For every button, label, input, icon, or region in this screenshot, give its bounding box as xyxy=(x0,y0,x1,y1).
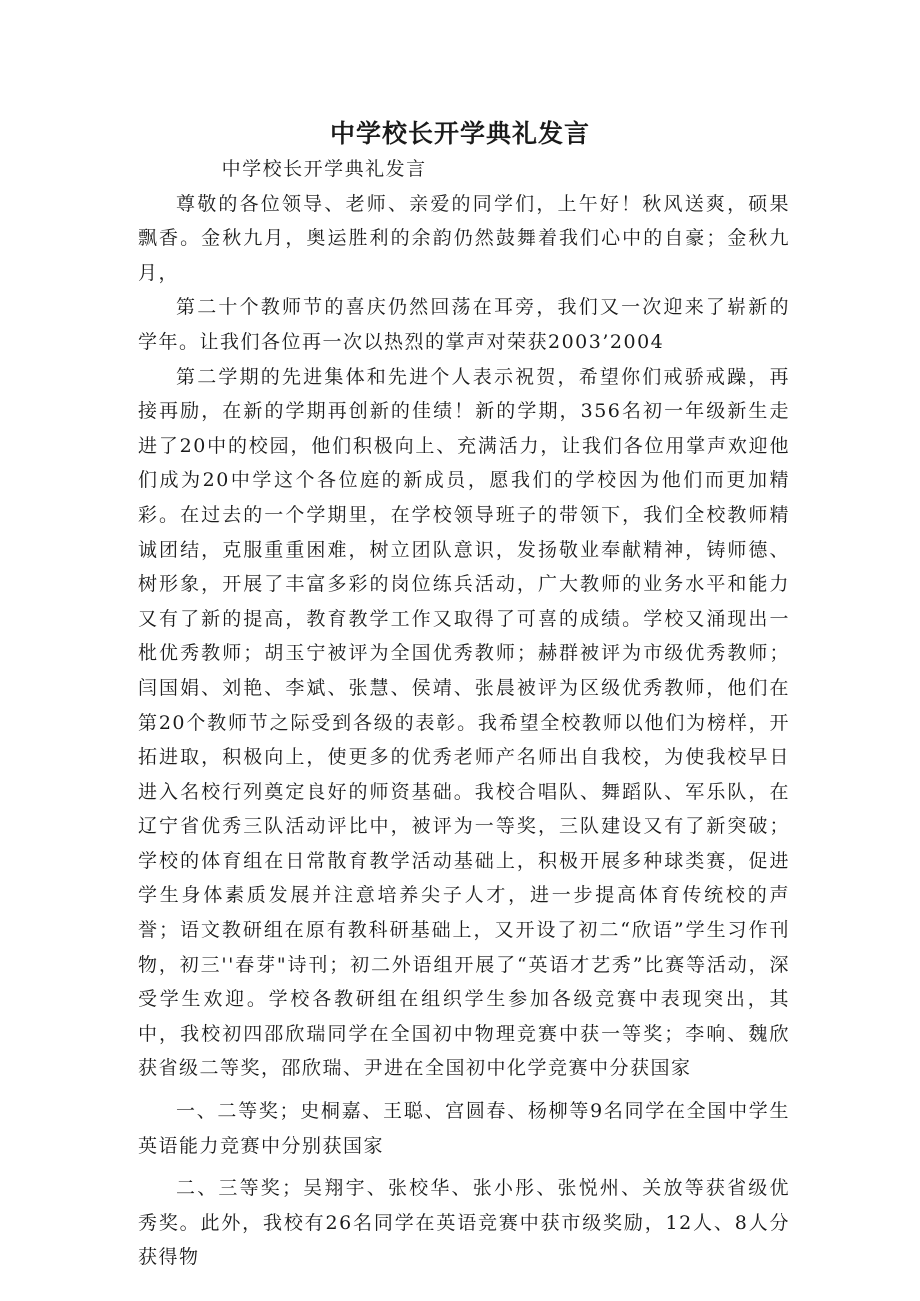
paragraph-awards-2: 二、三等奖；吴翔宇、张校华、张小彤、张悦州、关放等获省级优秀奖。此外，我校有26名同学在英语竞赛中获市级奖励，12人、8人分获得物 xyxy=(138,1177,790,1269)
paragraph-awards-1: 一、二等奖；史桐嘉、王聪、宫圆春、杨柳等9名同学在全国中学生英语能力竞赛中分别获国家 xyxy=(138,1100,790,1157)
paragraph-teachers-day: 第二十个教师节的喜庆仍然回荡在耳旁，我们又一次迎来了崭新的学年。让我们各位再一次以热烈的掌声对荣获2003’2004 xyxy=(138,296,790,353)
document-title: 中学校长开学典礼发言 xyxy=(329,119,590,148)
paragraph-greeting: 尊敬的各位领导、老师、亲爱的同学们，上午好！秋风送爽，硕果飘香。金秋九月，奥运胜利的余韵仍然鼓舞着我们心中的自豪；金秋九月， xyxy=(138,192,790,284)
document-subtitle: 中学校长开学典礼发言 xyxy=(221,158,427,180)
document-body xyxy=(138,152,790,1275)
paragraph-achievements: 第二学期的先进集体和先进个人表示祝贺，希望你们戒骄戒躁，再接再励，在新的学期再创新的佳绩！新的学期，356名初一年级新生走进了20中的校园，他们积极向上、充满活力，让我们各位用掌声欢迎他们成为20中学这个各位庭的新成员，愿我们的学校因为他们而更加精彩。在过去的一个学期里，在学校领导班子的带领下，我们全校教师精诚团结，克服重重困难，树立团队意识，发扬敬业奉献精神，铸师德、树形象，开展了丰富多彩的岗位练兵活动，广大教师的业务水平和能力又有了新的提高，教育教学工作又取得了可喜的成绩。学校又涌现出一枇优秀教师；胡玉宁被评为全国优秀教师；赫群被评为市级优秀教师；闫国娟、刘艳、李斌、张慧、侯靖、张晨被评为区级优秀教师，他们在第20个教师节之际受到各级的表彰。我希望全校教师以他们为榜样，开拓进取，积极向上，使更多的优秀老师产名师出自我校，为使我校早日进入名校行列奠定良好的师资基础。我校合唱队、舞蹈队、军乐队，在辽宁省优秀三队活动评比中，被评为一等奖，三队建设又有了新突破；学校的体育组在日常散育教学活动基础上，积极开展多种球类赛，促进学生身体素质发展并注意培养尖子人才，进一步提高体育传统校的声誉；语文教研组在原有教科研基础上，又开设了初二“欣语”学生习作刊物，初三''春芽"诗刊；初二外语组开展了“英语才艺秀”比赛等活动，深受学生欢迎。学校各教研组在组织学生参加各级竞赛中表现突出，其中，我校初四邵欣瑞同学在全国初中物理竞赛中获一等奖；李响、魏欣获省级二等奖，邵欣瑞、尹进在全国初中化学竞赛中分获国家 xyxy=(138,365,790,1080)
